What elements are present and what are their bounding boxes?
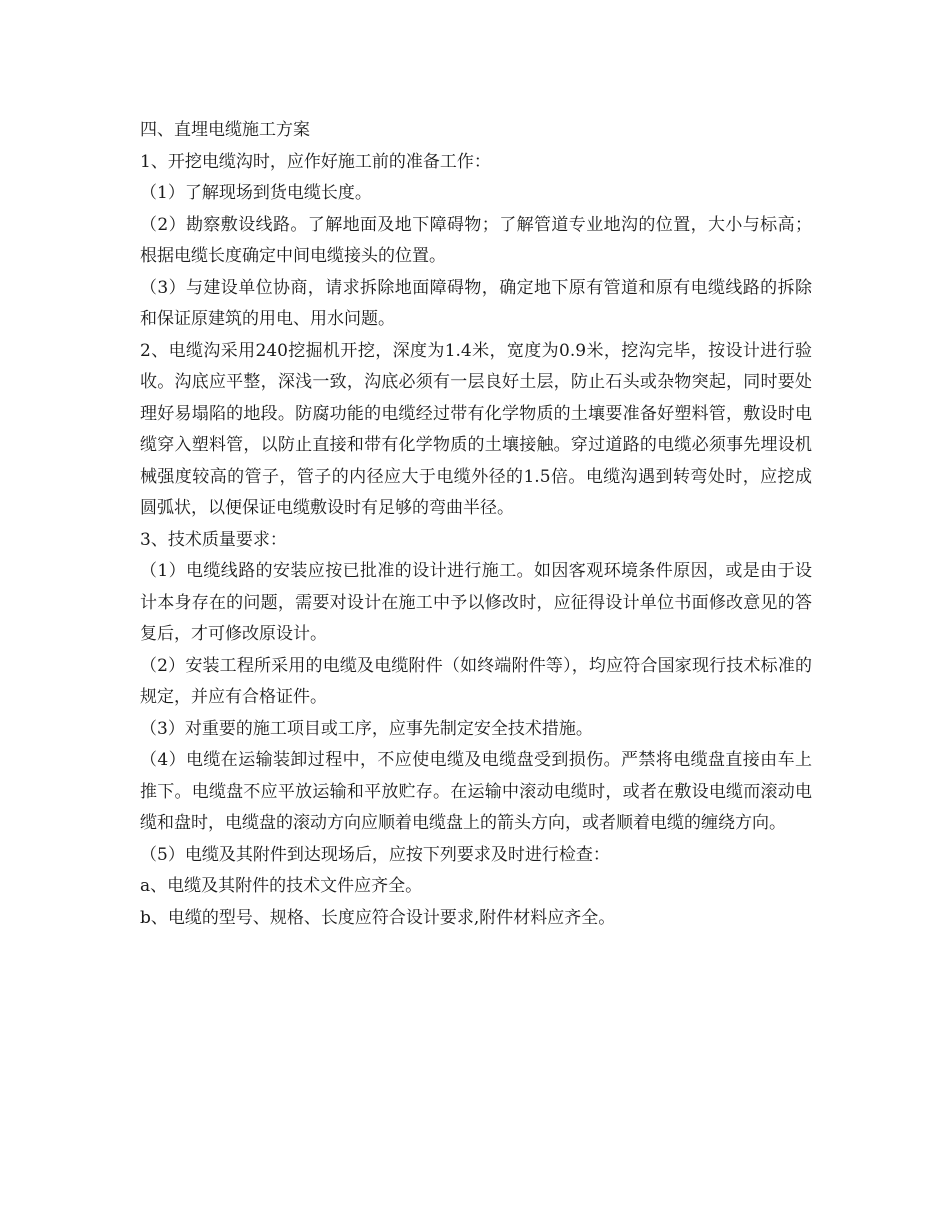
paragraph: a、电缆及其附件的技术文件应齐全。: [140, 876, 423, 896]
paragraph: （3）与建设单位协商，请求拆除地面障碍物，确定地下原有管道和原有电缆线路的拆除和保证原建筑的用电、用水问题。: [140, 277, 812, 329]
paragraph: （1）了解现场到货电缆长度。: [140, 183, 372, 203]
paragraph: 3、技术质量要求：: [140, 529, 287, 550]
paragraph: （1）电缆线路的安装应按已批准的设计进行施工。如因客观环境条件原因，或是由于设计本身存在的问题，需要对设计在施工中予以修改时，应征得设计单位书面修改意见的答复后，才可修改原设计。: [140, 561, 812, 644]
paragraph: b、电缆的型号、规格、长度应符合设计要求,附件材料应齐全。: [140, 907, 616, 928]
section-heading: 四、直埋电缆施工方案: [140, 120, 310, 140]
paragraph: 2、电缆沟采用240挖掘机开挖，深度为1.4米，宽度为0.9米，挖沟完毕，按设计进行验收。沟底应平整，深浅一致，沟底必须有一层良好土层，防止石头或杂物突起，同时要处理好易塌陷的地段。防腐功能的电缆经过带有化学物质的土壤要准备好塑料管，敷设时电缆穿入塑料管，以防止直接和带有化学物质的土壤接触。穿过道路的电缆必须事先埋设机械强度较高的管子，管子的内径应大于电缆外径的1.5倍。电缆沟遇到转弯处时，应挖成圆弧状，以便保证电缆敷设时有足够的弯曲半径。: [140, 340, 812, 518]
paragraph: （4）电缆在运输装卸过程中，不应使电缆及电缆盘受到损伤。严禁将电缆盘直接由车上推下。电缆盘不应平放运输和平放贮存。在运输中滚动电缆时，或者在敷设电缆而滚动电缆和盘时，电缆盘的滚动方向应顺着电缆盘上的箭头方向，或者顺着电缆的缠绕方向。: [140, 750, 812, 833]
paragraph: （5）电缆及其附件到达现场后，应按下列要求及时进行检查：: [140, 844, 610, 865]
document-body: [140, 115, 812, 934]
paragraph: （2）安装工程所采用的电缆及电缆附件（如终端附件等），均应符合国家现行技术标准的规定，并应有合格证件。: [140, 655, 812, 707]
paragraph: （2）勘察敷设线路。了解地面及地下障碍物；了解管道专业地沟的位置，大小与标高；根据电缆长度确定中间电缆接头的位置。: [140, 214, 812, 266]
paragraph: （3）对重要的施工项目或工序，应事先制定安全技术措施。: [140, 718, 593, 739]
paragraph: 1、开挖电缆沟时，应作好施工前的准备工作：: [140, 151, 491, 172]
